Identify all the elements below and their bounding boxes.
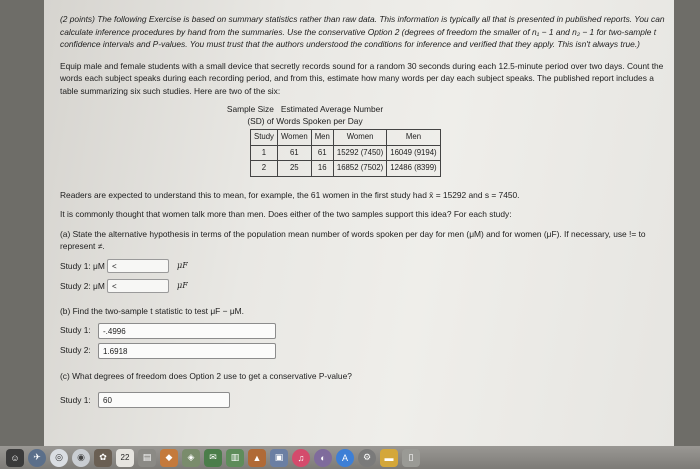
finder-icon[interactable]: ☺ <box>6 449 24 467</box>
part-c <box>60 370 665 410</box>
table-cell: 61 <box>311 145 333 161</box>
part-a-study2-rhs: μF <box>177 280 188 290</box>
part-a-study2-row <box>60 277 665 296</box>
table-cell: 1 <box>251 145 278 161</box>
scenario-paragraph: Equip male and female students with a small device that secretly records sound for a random 30 seconds during each 12.5-minute period over two days. Count the words each subject speaks during each recording period, and from this, estimate how many words per day each subject speaks. The published report includes a table summarizing six such studies. Here are two of the six: <box>60 60 664 96</box>
worksheet-page <box>44 0 674 446</box>
part-b-question: (b) Find the two-sample t statistic to test μF − μM. <box>60 305 244 316</box>
part-c-study1-label: Study 1: <box>60 394 91 405</box>
chrome-icon[interactable]: ◉ <box>72 449 90 467</box>
part-b-study2-label: Study 2: <box>60 345 91 356</box>
maps-icon[interactable]: ◈ <box>182 449 200 467</box>
part-a <box>60 228 665 296</box>
messages-icon[interactable]: ✉ <box>204 449 222 467</box>
part-a-question: (a) State the alternative hypothesis in terms of the population mean number of words spoken per day for men (μM) and for women (μF). If necessary, use != to represent ≠. <box>60 228 646 251</box>
part-b-study2-row <box>60 341 665 360</box>
common-belief-paragraph: It is commonly thought that women talk more than men. Does either of the two samples support this idea? For each study: <box>60 209 512 219</box>
table-cell: 16852 (7502) <box>333 161 386 177</box>
header-study: Study <box>251 130 278 146</box>
keynote-icon[interactable]: ▲ <box>248 449 266 467</box>
reminders-icon[interactable]: ◆ <box>160 449 178 467</box>
table-title-line1: Sample Size Estimated Average Number <box>226 104 384 114</box>
table-row <box>251 161 441 177</box>
table-cell: 61 <box>277 145 311 161</box>
trash-icon[interactable]: ▯ <box>402 449 420 467</box>
part-a-study1-row <box>60 257 665 276</box>
table-cell: 15292 (7450) <box>333 145 386 161</box>
notes-icon[interactable]: ▤ <box>138 449 156 467</box>
table-cell: 16049 (9194) <box>387 145 440 161</box>
summary-table <box>250 129 441 177</box>
table-title-line2: (SD) of Words Spoken per Day <box>247 115 363 126</box>
ibooks-icon[interactable]: ◐ <box>314 449 332 467</box>
table-cell: 16 <box>311 161 333 177</box>
part-b-study1-input[interactable]: -.4996 <box>98 323 276 339</box>
preview-icon[interactable]: ▣ <box>270 449 288 467</box>
header-women-words: Women <box>333 130 386 146</box>
app-store-icon[interactable]: A <box>336 449 354 467</box>
part-c-study1-row <box>60 391 665 410</box>
part-b-study1-label: Study 1: <box>60 325 91 336</box>
macos-dock <box>0 446 700 469</box>
table-title <box>155 104 455 127</box>
part-c-study1-input[interactable]: 60 <box>98 392 230 408</box>
header-men-words: Men <box>387 130 440 146</box>
folder-icon[interactable]: ▬ <box>380 449 398 467</box>
system-preferences-icon[interactable]: ⚙ <box>358 449 376 467</box>
part-a-study2-select[interactable]: < <box>107 279 169 293</box>
part-b-study2-input[interactable]: 1.6918 <box>98 343 276 359</box>
header-men-n: Men <box>311 130 333 146</box>
safari-icon[interactable]: ◎ <box>50 449 68 467</box>
calendar-icon[interactable] <box>116 449 134 467</box>
launchpad-icon[interactable]: ✈ <box>28 449 46 467</box>
part-a-study2-label: Study 2: μM <box>60 280 105 291</box>
music-icon[interactable]: ♫ <box>292 449 310 467</box>
part-c-question: (c) What degrees of freedom does Option 2 use to get a conservative P-value? <box>60 371 352 381</box>
problem-intro: (2 points) The following Exercise is based on summary statistics rather than raw data. This information is typically all that is presented in published reports. You can calculate inference procedures by hand from the summaries. Use the conservative Option 2 (degrees of freedom the smaller of n₁ − 1 and n₂ − 1 for two-sample t confidence intervals and P-values. You must trust that the authors understood the conditions for inference and verified that they apply. This isn't always true.) <box>60 14 665 49</box>
part-a-study1-rhs: μF <box>177 260 188 270</box>
numbers-icon[interactable]: ▥ <box>226 449 244 467</box>
table-cell: 12486 (8399) <box>387 161 440 177</box>
part-b-study1-row <box>60 321 665 340</box>
readers-paragraph: Readers are expected to understand this to mean, for example, the 61 women in the first study had x̄ = 15292 and s = 7450. <box>60 189 520 200</box>
table-header-row <box>251 130 441 146</box>
table-cell: 2 <box>251 161 278 177</box>
table-cell: 25 <box>277 161 311 177</box>
photos-icon[interactable]: ✿ <box>94 449 112 467</box>
table-row <box>251 145 441 161</box>
part-b <box>60 305 665 361</box>
part-a-study1-select[interactable]: < <box>107 259 169 273</box>
part-a-study1-label: Study 1: μM <box>60 260 105 271</box>
problem-content <box>60 13 665 411</box>
calendar-day: 22 <box>120 453 130 462</box>
header-women-n: Women <box>277 130 311 146</box>
